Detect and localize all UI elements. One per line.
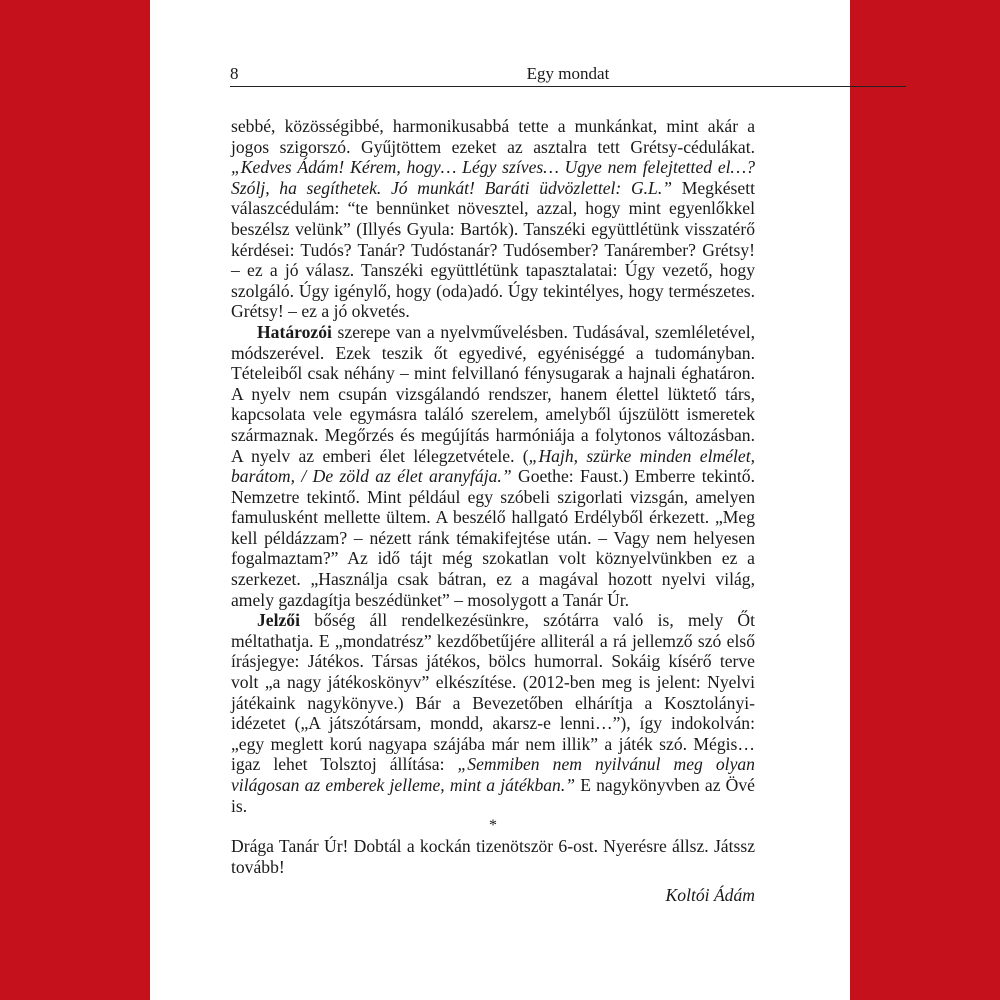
body-text	[231, 116, 755, 906]
paragraph-1-rest: Megkésett válaszcédulám: “te bennünket növesztel, azzal, hogy mint egyenlőkkel beszélsz velünk” (Illyés Gyula: Bartók). Tanszéki együttlétünk visszatérő kérdései: Tudós? Tanár? Tudóstanár? Tudósember? Tanárember? Grétsy! – ez a jó válasz. Tanszéki együttlétünk tapasztalatai: Úgy vezető, hogy szolgáló. Úgy igénylő, hogy (oda)adó. Úgy tekintélyes, hogy természetes. Grétsy! – ez a jó okvetés.	[231, 177, 755, 322]
page-number: 8	[230, 64, 239, 83]
running-header	[230, 64, 906, 87]
paragraph-3-text: bőség áll rendelkezésünkre, szótárra való is, mely Őt méltathatja. E „mondatrész” kezdőbetűjére alliterál a rá jellemző szó első írásjegye: Játékos. Társas játékos, bölcs humorral. Sokáig kísérő terve volt „a nagy játékoskönyv” elkészítése. (2012-ben meg is jelent: Nyelvi játékaink nagykönyve.) Bár a Bevezetőben elhárítja a Kosztolányi-idézetet („A játszótársam, mondd, akarsz-e lenni…”), így indokolván: „egy meglett korú nagyapa szájába már nem illik” a játék szó. Mégis… igaz lehet Tolsztoj állítása:	[231, 610, 755, 775]
keyword-hatarozoi: Határozói	[257, 321, 332, 342]
quote-tolstoy: „Semmiben nem nyilvánul meg olyan világosan az emberek jelleme, mint a játékban.”	[231, 754, 755, 795]
paragraph-2-rest: Goethe: Faust.) Emberre tekintő. Nemzetre tekintő. Mint például egy szóbeli szigorlati vizsgán, amelyen famulusként mellette ültem. A beszélő hallgató Erdélyből érkezett. „Meg kell példázzam? – nézett ránk témakifejtése után. – Vagy nem helyesen fogalmaztam?” Az idő tájt még szokatlan volt köznyelvünkben ez a szerkezet. „Használja csak bátran, ez a magával hozott nyelvi világ, amely gazdagítja beszédünket” – mosolygott a Tanár Úr.	[231, 466, 755, 610]
running-title: Egy mondat	[526, 64, 610, 83]
quote-goethe: „Hajh, szürke minden elmélet, barátom, / De zöld az élet aranyfája.”	[231, 445, 755, 487]
paragraph-1	[231, 116, 755, 322]
paragraph-4: Drága Tanár Úr! Dobtál a kockán tizenötször 6-ost. Nyerésre állsz. Játssz tovább!	[231, 836, 755, 877]
section-separator: *	[489, 817, 497, 835]
keyword-jelzoi: Jelzői	[257, 610, 300, 631]
paragraph-1-text: sebbé, közösségibbé, harmonikusabbá tette a munkánkat, mint akár a jogos szigorszó. Gyűjtöttem ezeket az asztalra tett Grétsy-cédulákat.	[231, 116, 755, 157]
paragraph-3-rest: E nagykönyvben az Övé is.	[231, 775, 755, 816]
paragraph-2	[231, 322, 755, 610]
quote-greetings: „Kedves Ádám! Kérem, hogy… Légy szíves… Ugye nem felejtetted el…? Szólj, ha segíthetek. Jó munkát! Baráti üdvözlettel: G.L.”	[231, 157, 755, 198]
paragraph-2-text: szerepe van a nyelvművelésben. Tudásával, szemléletével, módszerével. Ezek teszik őt egyedivé, egyéniséggé a tudományban. Tételeiből csak néhány – mint felvillanó fénysugarak a hajnali éghatáron. A nyelv nem csupán vizsgálandó rendszer, hanem élettel lüktető társ, kapcsolata vele egymásra találó szerelem, amelyből újszülött ismeretek származnak. Megőrzés és megújítás harmóniája a folytonos változásban. A nyelv az emberi élet lélegzetvétele. (	[231, 321, 755, 466]
paragraph-3	[231, 610, 755, 816]
signature: Koltói Ádám	[665, 885, 755, 906]
